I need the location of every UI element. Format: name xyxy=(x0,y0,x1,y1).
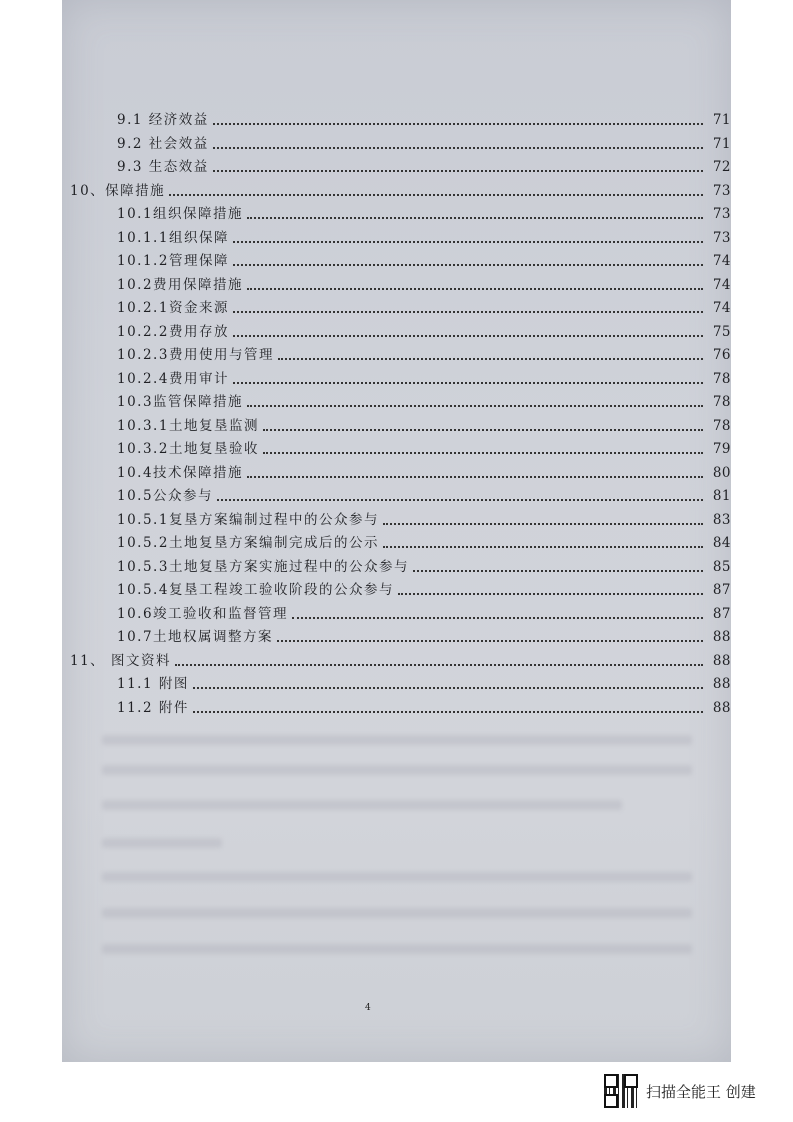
toc-dot-leader xyxy=(213,123,703,125)
toc-entry-title: 10.2.1资金来源 xyxy=(117,300,229,316)
toc-entry-title: 10.4技术保障措施 xyxy=(117,464,244,481)
toc-entry-title: 10.5.2土地复垦方案编制完成后的公示 xyxy=(117,535,379,551)
toc-entry xyxy=(62,412,731,434)
toc-entry xyxy=(62,341,731,363)
toc-entry-page: 74 xyxy=(712,253,731,269)
toc-entry-title: 10.1.2管理保障 xyxy=(117,253,229,269)
toc-entry-page: 78 xyxy=(712,417,731,434)
toc-dot-leader xyxy=(398,593,703,595)
toc-entry-page: 71 xyxy=(712,112,731,128)
toc-entry-title: 10.3监管保障措施 xyxy=(117,394,244,410)
toc-dot-leader xyxy=(263,452,703,454)
toc-entry-page: 76 xyxy=(712,347,731,363)
scanned-page xyxy=(62,0,731,1062)
toc-dot-leader xyxy=(247,217,703,219)
toc-dot-leader xyxy=(175,664,703,666)
toc-entry-title: 10.1.1组织保障 xyxy=(117,229,229,246)
toc-entry-page: 73 xyxy=(712,206,731,222)
toc-entry-title: 10.2.3费用使用与管理 xyxy=(117,347,274,363)
toc-dot-leader xyxy=(247,476,703,478)
toc-entry xyxy=(62,600,731,622)
toc-entry xyxy=(62,529,731,551)
toc-entry xyxy=(62,247,731,269)
toc-entry-page: 87 xyxy=(712,582,731,598)
toc-entry xyxy=(62,271,731,293)
page-number: 4 xyxy=(365,1003,371,1013)
toc-entry-title: 10.5.4复垦工程竣工验收阶段的公众参与 xyxy=(117,582,394,598)
toc-entry-title: 10.5.3土地复垦方案实施过程中的公众参与 xyxy=(117,558,409,575)
toc-entry-title: 10.1组织保障措施 xyxy=(117,206,244,222)
toc-entry-page: 85 xyxy=(712,558,731,575)
toc-entry-page: 74 xyxy=(712,300,731,316)
toc-entry-page: 75 xyxy=(712,323,731,340)
toc-entry-page: 74 xyxy=(712,276,731,293)
toc-entry-page: 88 xyxy=(712,676,731,692)
toc-entry-title: 10.5.1复垦方案编制过程中的公众参与 xyxy=(117,511,379,528)
toc-entry-page: 80 xyxy=(712,464,731,481)
toc-entry xyxy=(62,365,731,387)
toc-entry-page: 87 xyxy=(712,605,731,622)
toc-entry xyxy=(62,576,731,598)
toc-entry-title: 10.2.4费用审计 xyxy=(117,370,229,387)
toc-entry xyxy=(62,177,731,199)
toc-entry-page: 78 xyxy=(712,394,731,410)
toc-entry-page: 71 xyxy=(712,135,731,152)
toc-entry xyxy=(62,224,731,246)
toc-entry-page: 88 xyxy=(712,629,731,645)
toc-entry-page: 88 xyxy=(712,699,731,716)
toc-entry-title: 10.2费用保障措施 xyxy=(117,276,244,293)
toc-entry xyxy=(62,200,731,222)
toc-entry xyxy=(62,553,731,575)
toc-dot-leader xyxy=(277,640,703,642)
toc-entry-title: 11.1 附图 xyxy=(117,676,189,692)
toc-dot-leader xyxy=(247,288,703,290)
toc-entry-page: 84 xyxy=(712,535,731,551)
toc-entry xyxy=(62,435,731,457)
toc-dot-leader xyxy=(383,523,703,525)
scanner-watermark xyxy=(604,1072,756,1110)
toc-entry-title: 10.6竣工验收和监督管理 xyxy=(117,605,289,622)
toc-dot-leader xyxy=(263,429,703,431)
toc-entry-title: 9.3 生态效益 xyxy=(117,159,209,175)
toc-entry xyxy=(62,388,731,410)
toc-dot-leader xyxy=(213,170,703,172)
toc-entry-title: 11、 图文资料 xyxy=(70,652,171,669)
toc-entry-page: 72 xyxy=(712,159,731,175)
toc-entry-title: 10.3.2土地复垦验收 xyxy=(117,441,259,457)
toc-dot-leader xyxy=(213,147,703,149)
toc-dot-leader xyxy=(233,264,703,266)
toc-dot-leader xyxy=(383,546,703,548)
toc-dot-leader xyxy=(217,499,703,501)
toc-entry xyxy=(62,647,731,669)
toc-entry-page: 83 xyxy=(712,511,731,528)
toc-entry xyxy=(62,482,731,504)
toc-entry xyxy=(62,623,731,645)
toc-entry-title: 10.3.1土地复垦监测 xyxy=(117,417,259,434)
toc-entry xyxy=(62,106,731,128)
toc-entry xyxy=(62,130,731,152)
scanner-brand-text: 扫描全能王 创建 xyxy=(646,1082,756,1101)
toc-dot-leader xyxy=(292,617,703,619)
toc-entry-title: 10.2.2费用存放 xyxy=(117,323,229,340)
toc-entry-page: 81 xyxy=(712,488,731,504)
toc-entry xyxy=(62,153,731,175)
toc-dot-leader xyxy=(233,382,703,384)
toc-dot-leader xyxy=(413,570,703,572)
table-of-contents xyxy=(62,0,731,1062)
toc-entry-title: 9.2 社会效益 xyxy=(117,135,209,152)
toc-dot-leader xyxy=(278,358,703,360)
toc-entry-page: 73 xyxy=(712,229,731,246)
toc-entry-title: 10.7土地权属调整方案 xyxy=(117,629,274,645)
toc-dot-leader xyxy=(169,194,703,196)
toc-entry-title: 9.1 经济效益 xyxy=(117,112,209,128)
toc-entry xyxy=(62,318,731,340)
toc-entry-page: 88 xyxy=(712,652,731,669)
toc-entry-page: 78 xyxy=(712,370,731,387)
toc-dot-leader xyxy=(247,405,703,407)
toc-entry xyxy=(62,294,731,316)
toc-entry-title: 10、保障措施 xyxy=(70,182,166,199)
toc-dot-leader xyxy=(233,335,703,337)
toc-entry xyxy=(62,459,731,481)
toc-entry-page: 73 xyxy=(712,182,731,199)
qr-code-icon xyxy=(604,1074,638,1108)
toc-entry-page: 79 xyxy=(712,441,731,457)
toc-entry xyxy=(62,670,731,692)
toc-dot-leader xyxy=(233,311,703,313)
toc-entry-title: 11.2 附件 xyxy=(117,699,189,716)
toc-entry-title: 10.5公众参与 xyxy=(117,488,214,504)
toc-entry xyxy=(62,506,731,528)
toc-dot-leader xyxy=(233,241,703,243)
toc-dot-leader xyxy=(193,687,703,689)
toc-dot-leader xyxy=(193,711,703,713)
toc-entry xyxy=(62,694,731,716)
